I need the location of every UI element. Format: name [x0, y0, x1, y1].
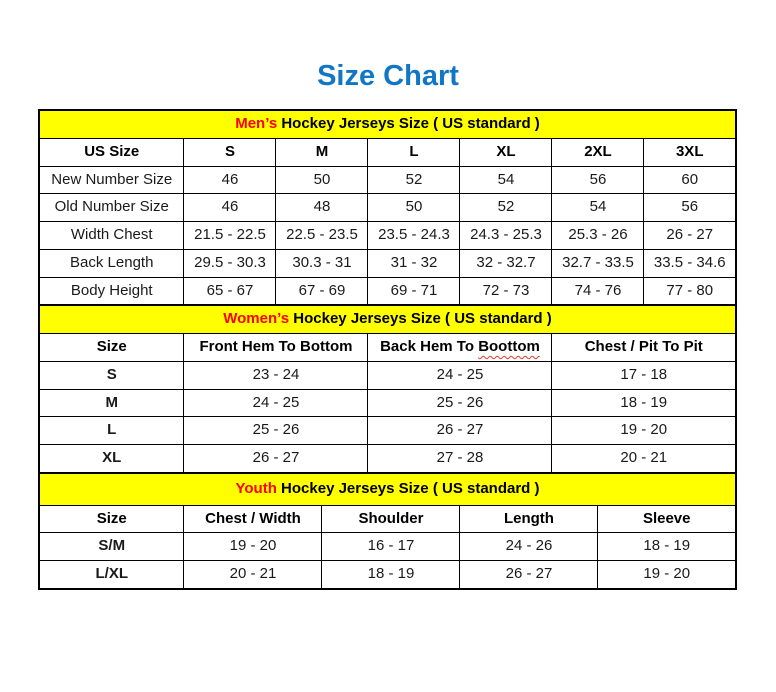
mens-table-row	[39, 249, 736, 277]
womens-value-cell: 27 - 28	[368, 445, 552, 473]
mens-value-cell: 26 - 27	[644, 222, 736, 250]
mens-header-row	[39, 138, 736, 166]
womens-value-cell: 19 - 20	[552, 417, 736, 445]
youth-column-header: Length	[460, 505, 598, 533]
mens-value-cell: 46	[184, 194, 276, 222]
mens-value-cell: 24.3 - 25.3	[460, 222, 552, 250]
womens-section-band	[39, 306, 736, 333]
youth-value-cell: 20 - 21	[184, 561, 322, 589]
mens-value-cell: 32 - 32.7	[460, 249, 552, 277]
womens-column-header: Size	[39, 334, 184, 362]
youth-value-cell: 26 - 27	[460, 561, 598, 589]
youth-table-row	[39, 533, 736, 561]
youth-row-label: S/M	[39, 533, 184, 561]
mens-column-header: S	[184, 138, 276, 166]
womens-table-row	[39, 361, 736, 389]
mens-row-label: Back Length	[39, 249, 184, 277]
mens-value-cell: 60	[644, 166, 736, 194]
womens-row-label: L	[39, 417, 184, 445]
mens-value-cell: 56	[552, 166, 644, 194]
youth-row-label: L/XL	[39, 561, 184, 589]
mens-value-cell: 30.3 - 31	[276, 249, 368, 277]
mens-value-cell: 56	[644, 194, 736, 222]
mens-row-label: Body Height	[39, 277, 184, 305]
womens-value-cell: 24 - 25	[368, 361, 552, 389]
womens-value-cell: 20 - 21	[552, 445, 736, 473]
womens-table-row	[39, 445, 736, 473]
womens-value-cell: 25 - 26	[184, 417, 368, 445]
mens-section-band-row	[39, 110, 736, 138]
mens-value-cell: 52	[460, 194, 552, 222]
mens-value-cell: 54	[552, 194, 644, 222]
youth-value-cell: 19 - 20	[598, 561, 736, 589]
mens-value-cell: 48	[276, 194, 368, 222]
youth-value-cell: 18 - 19	[598, 533, 736, 561]
mens-value-cell: 52	[368, 166, 460, 194]
mens-value-cell: 69 - 71	[368, 277, 460, 305]
youth-column-header: Size	[39, 505, 184, 533]
mens-table-row	[39, 166, 736, 194]
mens-value-cell: 67 - 69	[276, 277, 368, 305]
page-title: Size Chart	[317, 60, 459, 92]
youth-value-cell: 24 - 26	[460, 533, 598, 561]
youth-column-header: Shoulder	[322, 505, 460, 533]
womens-section-title: Hockey Jerseys Size ( US standard )	[293, 310, 552, 328]
mens-size-table	[38, 109, 737, 306]
womens-value-cell: 26 - 27	[184, 445, 368, 473]
womens-row-label: S	[39, 361, 184, 389]
mens-row-label: Old Number Size	[39, 194, 184, 222]
mens-value-cell: 32.7 - 33.5	[552, 249, 644, 277]
womens-column-header: Front Hem To Bottom	[184, 334, 368, 362]
misspelled-word: Boottom	[478, 338, 540, 355]
mens-section-band	[39, 110, 736, 138]
womens-value-cell: 26 - 27	[368, 417, 552, 445]
womens-value-cell: 18 - 19	[552, 389, 736, 417]
mens-column-header: 2XL	[552, 138, 644, 166]
mens-column-header: 3XL	[644, 138, 736, 166]
mens-section-accent: Men’s	[235, 115, 278, 132]
mens-value-cell: 33.5 - 34.6	[644, 249, 736, 277]
youth-value-cell: 16 - 17	[322, 533, 460, 561]
youth-size-table	[38, 474, 737, 590]
mens-column-header: M	[276, 138, 368, 166]
youth-section-band-row	[39, 474, 736, 505]
mens-table-row	[39, 277, 736, 305]
youth-section-accent: Youth	[235, 479, 277, 497]
mens-column-header: XL	[460, 138, 552, 166]
youth-header-row	[39, 505, 736, 533]
womens-column-header: Chest / Pit To Pit	[552, 334, 736, 362]
size-tables-container	[38, 109, 737, 590]
mens-value-cell: 65 - 67	[184, 277, 276, 305]
mens-section-title: Hockey Jerseys Size ( US standard )	[281, 115, 540, 132]
mens-value-cell: 54	[460, 166, 552, 194]
womens-row-label: XL	[39, 445, 184, 473]
mens-value-cell: 50	[368, 194, 460, 222]
youth-table-row	[39, 561, 736, 589]
mens-value-cell: 22.5 - 23.5	[276, 222, 368, 250]
mens-table-row	[39, 222, 736, 250]
womens-table-row	[39, 417, 736, 445]
mens-column-header: US Size	[39, 138, 184, 166]
mens-value-cell: 25.3 - 26	[552, 222, 644, 250]
mens-value-cell: 46	[184, 166, 276, 194]
mens-value-cell: 72 - 73	[460, 277, 552, 305]
womens-row-label: M	[39, 389, 184, 417]
womens-section-accent: Women’s	[223, 310, 290, 328]
womens-value-cell: 25 - 26	[368, 389, 552, 417]
mens-value-cell: 31 - 32	[368, 249, 460, 277]
womens-section-band-row	[39, 306, 736, 333]
womens-value-cell: 17 - 18	[552, 361, 736, 389]
mens-row-label: Width Chest	[39, 222, 184, 250]
womens-header-row	[39, 334, 736, 362]
womens-size-table	[38, 306, 737, 474]
mens-value-cell: 21.5 - 22.5	[184, 222, 276, 250]
mens-value-cell: 77 - 80	[644, 277, 736, 305]
mens-value-cell: 29.5 - 30.3	[184, 249, 276, 277]
womens-value-cell: 24 - 25	[184, 389, 368, 417]
youth-value-cell: 18 - 19	[322, 561, 460, 589]
youth-section-title: Hockey Jerseys Size ( US standard )	[281, 479, 540, 497]
mens-value-cell: 74 - 76	[552, 277, 644, 305]
mens-value-cell: 23.5 - 24.3	[368, 222, 460, 250]
youth-column-header: Sleeve	[598, 505, 736, 533]
youth-column-header: Chest / Width	[184, 505, 322, 533]
womens-value-cell: 23 - 24	[184, 361, 368, 389]
mens-value-cell: 50	[276, 166, 368, 194]
mens-row-label: New Number Size	[39, 166, 184, 194]
youth-value-cell: 19 - 20	[184, 533, 322, 561]
womens-column-header: Back Hem To Boottom	[368, 334, 552, 362]
mens-column-header: L	[368, 138, 460, 166]
youth-section-band	[39, 474, 736, 505]
mens-table-row	[39, 194, 736, 222]
womens-table-row	[39, 389, 736, 417]
